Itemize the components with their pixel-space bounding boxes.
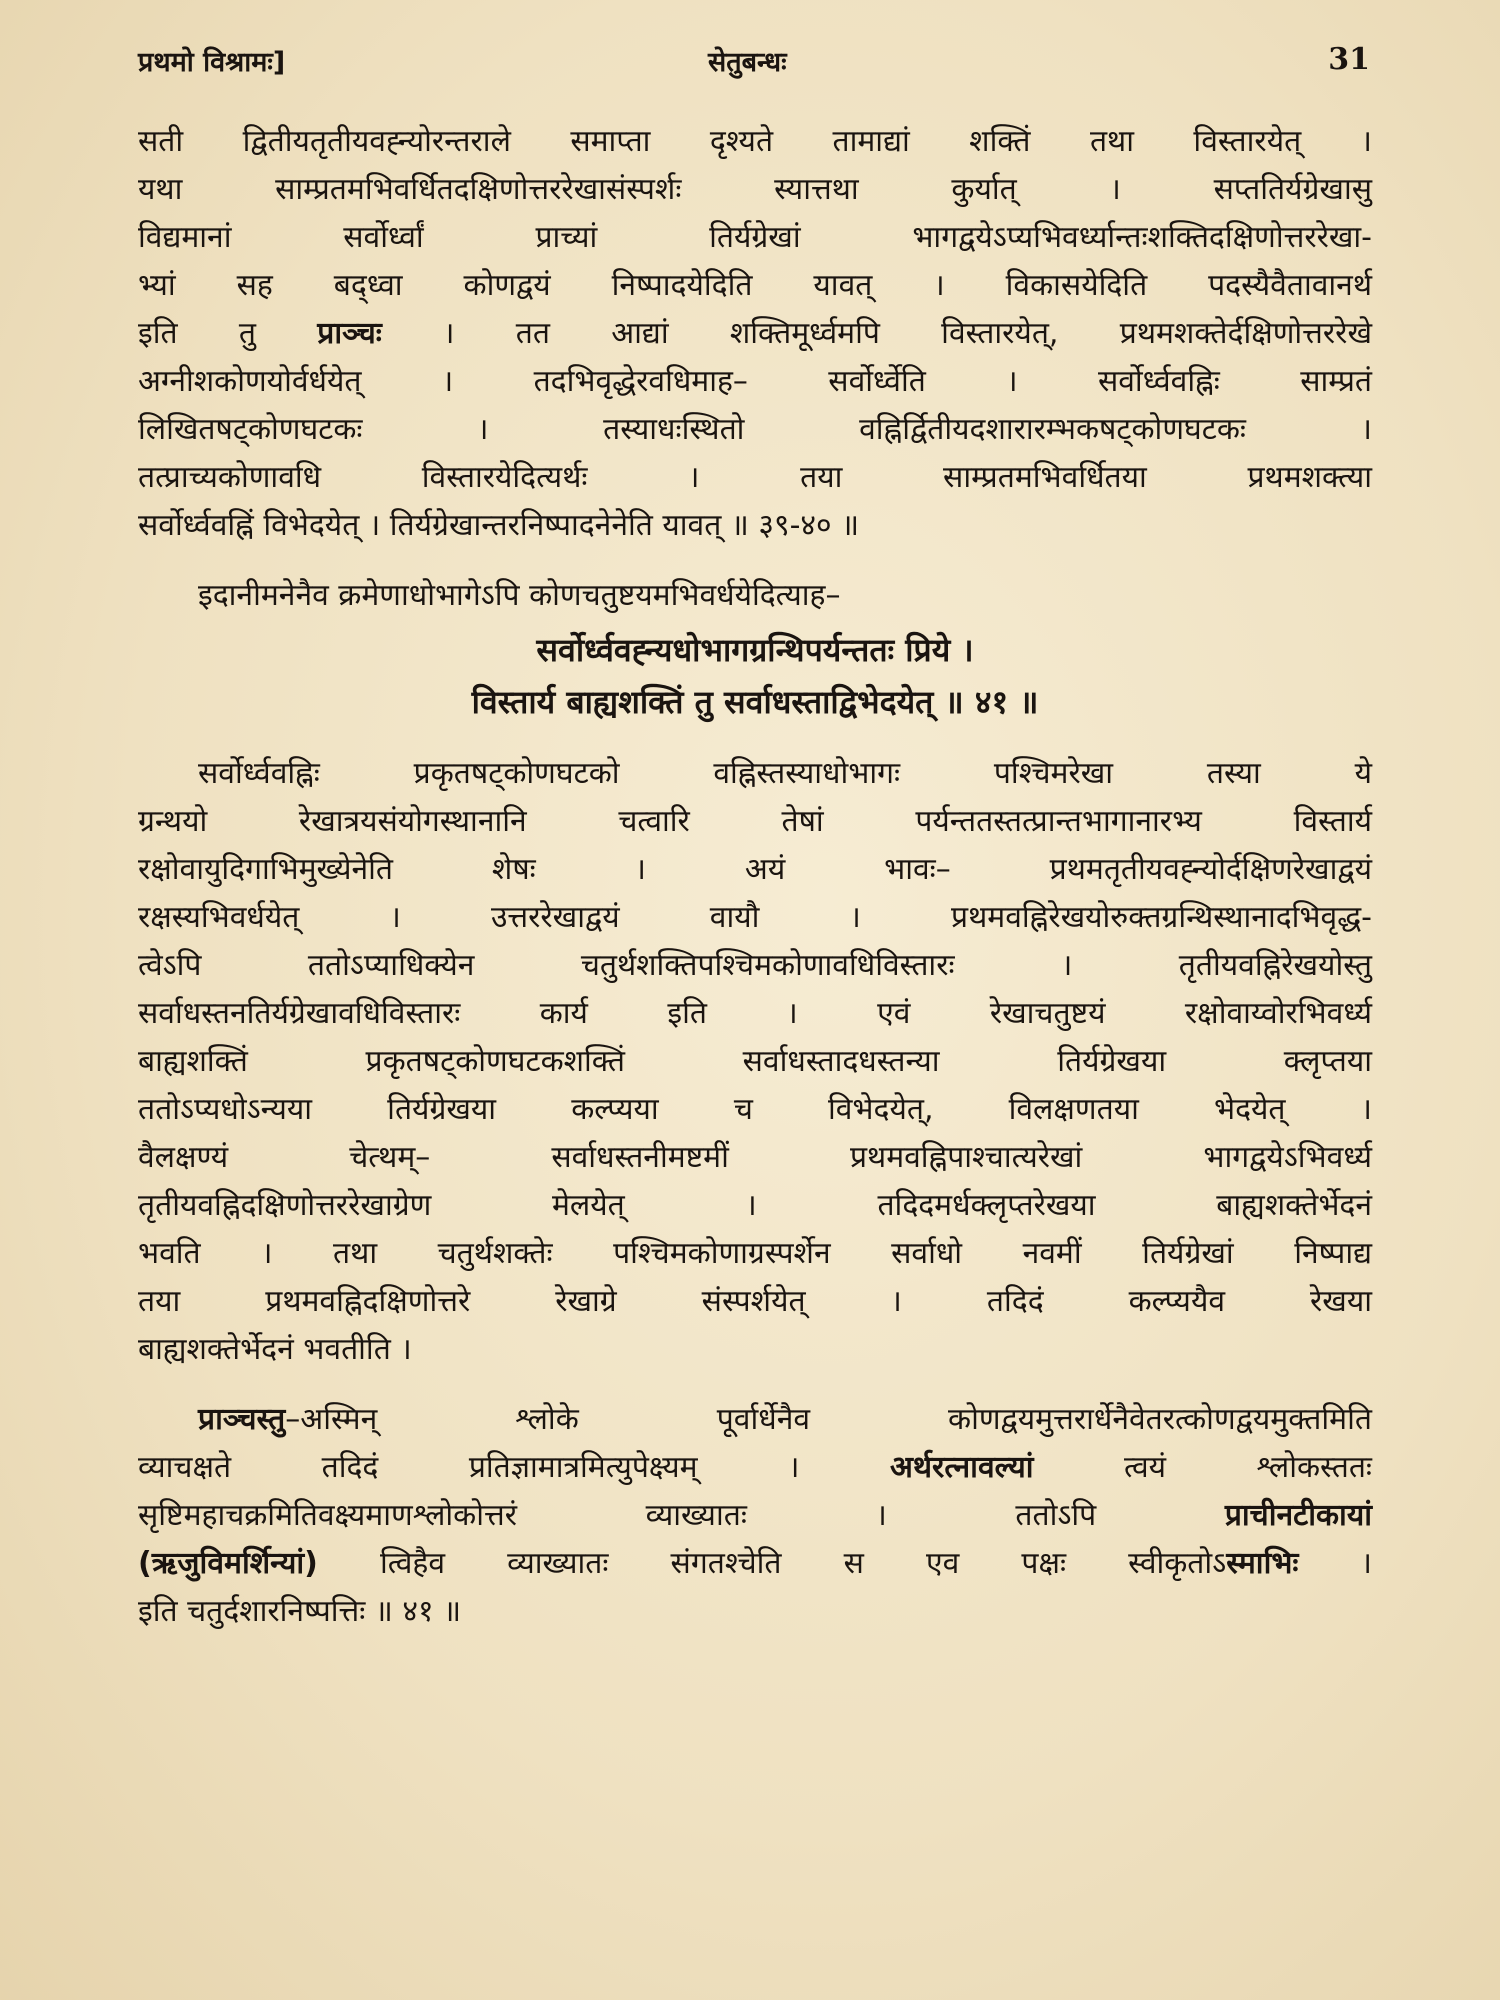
text-line	[138, 1540, 1372, 1588]
text-line: सर्वाधस्तनतिर्यग्रेखावधिविस्तारः कार्य इति । एवं रेखाचतुष्टयं रक्षोवाय्वोरभिवर्ध्य	[138, 996, 1372, 1031]
text-line: सर्वोर्ध्ववह्निं विभेदयेत् । तिर्यग्रेखान्तरनिष्पादनेनेति यावत् ॥ ३९-४० ॥	[138, 508, 860, 543]
text-line: रक्षोवायुदिगाभिमुख्येनेति शेषः । अयं भावः– प्रथमतृतीयवह्न्योर्दक्षिणरेखाद्वयं	[138, 852, 1372, 887]
verse-line: विस्तार्य बाह्यशक्तिं तु सर्वाधस्ताद्विभेदयेत् ॥ ४१ ॥	[471, 683, 1039, 721]
text-line: तया प्रथमवह्निदक्षिणोत्तरे रेखाग्रे संस्पर्शयेत् । तदिदं कल्प्ययैव रेखया	[138, 1284, 1372, 1319]
text-line: भ्यां सह बद्ध्वा कोणद्वयं निष्पादयेदिति यावत् । विकासयेदिति पदस्यैवैतावानर्थ	[138, 268, 1372, 303]
text-line: सर्वोर्ध्ववह्निः प्रकृतषट्कोणघटको वह्निस्तस्याधोभागः पश्चिमरेखा तस्या ये	[198, 756, 1372, 791]
paragraph-commentary-3	[138, 1396, 1372, 1636]
bold-author-ref: प्राञ्चस्तु	[198, 1402, 286, 1437]
text-line: अग्नीशकोणयोर्वर्धयेत् । तदभिवृद्धेरवधिमाह– सर्वोर्ध्वेति । सर्वोर्ध्ववह्निः साम्प्रतं	[138, 364, 1372, 399]
text-line	[138, 310, 1372, 358]
paragraph-commentary-2	[138, 750, 1372, 1374]
text-line: ग्रन्थयो रेखात्रयसंयोगस्थानानि चत्वारि तेषां पर्यन्ततस्तत्प्रान्तभागानारभ्य विस्तार्य	[138, 804, 1372, 839]
text-fragment: । तत आद्यां शक्तिमूर्ध्वमपि विस्तारयेत्, प्रथमशक्तेर्दक्षिणोत्तररेखे	[381, 316, 1372, 351]
text-fragment: व्याचक्षते तदिदं प्रतिज्ञामात्रमित्युपेक्ष्यम् ।	[138, 1450, 890, 1485]
bold-work-title: प्राचीनटीकायां	[1224, 1498, 1372, 1533]
bold-author-ref: प्राञ्चः	[317, 316, 382, 351]
bold-work-title: (ऋजुविमर्शिन्यां)	[138, 1546, 318, 1581]
text-line: बाह्यशक्तिं प्रकृतषट्कोणघटकशक्तिं सर्वाधस्तादधस्तन्या तिर्यग्रेखया क्लृप्तया	[138, 1044, 1372, 1079]
text-line: विद्यमानां सर्वोर्ध्वां प्राच्यां तिर्यग्रेखां भागद्वयेऽप्यभिवर्ध्यान्तःशक्तिदक्षिणोत्तररेखा-	[138, 220, 1372, 255]
text-line: यथा साम्प्रतमभिवर्धितदक्षिणोत्तररेखासंस्पर्शः स्यात्तथा कुर्यात् । सप्ततिर्यग्रेखासु	[138, 172, 1372, 207]
text-line: त्वेऽपि ततोऽप्याधिक्येन चतुर्थशक्तिपश्चिमकोणावधिविस्तारः । तृतीयवह्निरेखयोस्तु	[138, 948, 1372, 983]
text-line: भवति । तथा चतुर्थशक्तेः पश्चिमकोणाग्रस्पर्शेन सर्वाधो नवमीं तिर्यग्रेखां निष्पाद्य	[138, 1236, 1372, 1271]
verse-block	[138, 624, 1372, 728]
text-line: लिखितषट्कोणघटकः । तस्याधःस्थितो वह्निर्द्वितीयदशारारम्भकषट्कोणघटकः ।	[138, 412, 1372, 447]
text-line	[138, 1444, 1372, 1492]
running-header	[138, 42, 1370, 92]
text-line: तत्प्राच्यकोणावधि विस्तारयेदित्यर्थः । तया साम्प्रतमभिवर्धितया प्रथमशक्त्या	[138, 460, 1372, 495]
text-fragment: ।	[1298, 1546, 1372, 1581]
text-line: बाह्यशक्तेर्भेदनं भवतीति ।	[138, 1332, 412, 1367]
text-fragment: इति तु	[138, 316, 318, 351]
page-body	[138, 118, 1372, 1636]
bold-emphasis: स्माभिः	[1226, 1546, 1299, 1581]
text-fragment: त्विहैव व्याख्यातः संगतश्चेति स एव पक्षः स्वीकृतोऽ	[317, 1546, 1227, 1581]
text-line	[138, 1492, 1372, 1540]
text-line: इति चतुर्दशारनिष्पत्तिः ॥ ४१ ॥	[138, 1594, 462, 1629]
page-number: 31	[1328, 42, 1370, 77]
text-line: रक्षस्यभिवर्धयेत् । उत्तररेखाद्वयं वायौ । प्रथमवह्निरेखयोरुक्तग्रन्थिस्थानादभिवृद्ध-	[138, 900, 1372, 935]
verse-introduction: इदानीमनेनैव क्रमेणाधोभागेऽपि कोणचतुष्टयमभिवर्धयेदित्याह–	[198, 578, 841, 613]
text-fragment: –अस्मिन् श्लोके पूर्वार्धेनैव कोणद्वयमुत्तरार्धेनैवेतरत्कोणद्वयमुक्तमिति	[285, 1402, 1372, 1437]
verse-line: सर्वोर्ध्ववह्न्यधोभागग्रन्थिपर्यन्ततः प्रिये ।	[536, 631, 974, 669]
text-line: तृतीयवह्निदक्षिणोत्तररेखाग्रेण मेलयेत् । तदिदमर्धक्लृप्तरेखया बाह्यशक्तेर्भेदनं	[138, 1188, 1372, 1223]
text-line	[138, 1396, 1372, 1444]
book-title: सेतुबन्धः	[708, 47, 787, 78]
text-fragment: त्वयं श्लोकस्ततः	[1033, 1450, 1372, 1485]
text-fragment: सृष्टिमहाचक्रमितिवक्ष्यमाणश्लोकोत्तरं व्याख्यातः । ततोऽपि	[138, 1498, 1225, 1533]
text-line: वैलक्षण्यं चेत्थम्– सर्वाधस्तनीमष्टमीं प्रथमवह्निपाश्चात्यरेखां भागद्वयेऽभिवर्ध्य	[138, 1140, 1372, 1175]
text-line: ततोऽप्यधोऽन्यया तिर्यग्रेखया कल्प्यया च विभेदयेत्, विलक्षणतया भेदयेत् ।	[138, 1092, 1372, 1127]
paragraph-commentary-1	[138, 118, 1372, 550]
chapter-heading: प्रथमो विश्रामः]	[138, 47, 286, 78]
text-line: सती द्वितीयतृतीयवह्न्योरन्तराले समाप्ता दृश्यते तामाद्यां शक्तिं तथा विस्तारयेत् ।	[138, 124, 1372, 159]
bold-work-title: अर्थरत्नावल्यां	[889, 1450, 1034, 1485]
